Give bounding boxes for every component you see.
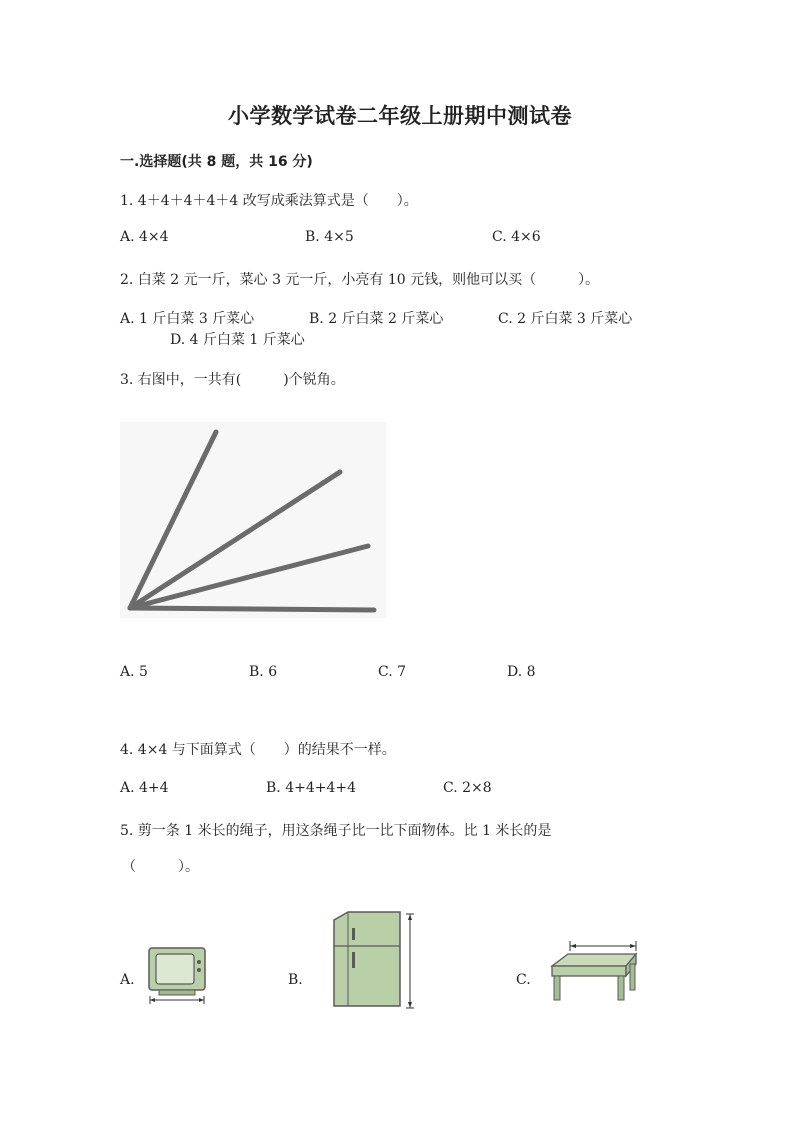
q2-option-c: C. 2 斤白菜 3 斤菜心	[498, 311, 633, 327]
question-5: 5. 剪一条 1 米长的绳子，用这条绳子比一比下面物体。比 1 米长的是	[120, 823, 552, 839]
q5-option-c: C.	[516, 972, 531, 988]
q1-option-b: B. 4×5	[305, 229, 354, 245]
page-title: 小学数学试卷二年级上册期中测试卷	[228, 104, 572, 128]
refrigerator-icon	[328, 908, 420, 1014]
q3-option-c: C. 7	[378, 664, 407, 680]
question-5-blank: （ ）。	[122, 859, 199, 875]
question-3: 3. 右图中，一共有( )个锐角。	[120, 372, 345, 388]
q3-option-b: B. 6	[249, 664, 278, 680]
q1-option-a: A. 4×4	[120, 229, 169, 245]
question-1: 1. 4＋4＋4＋4＋4 改写成乘法算式是（ ）。	[120, 193, 418, 209]
q2-option-b: B. 2 斤白菜 2 斤菜心	[309, 311, 444, 327]
question-2: 2. 白菜 2 元一斤，菜心 3 元一斤，小亮有 10 元钱，则他可以买（ ）。	[120, 272, 600, 288]
section-heading: 一.选择题(共 8 题，共 16 分)	[120, 154, 313, 170]
q4-option-b: B. 4+4+4+4	[266, 780, 357, 796]
q2-option-d: D. 4 斤白菜 1 斤菜心	[170, 332, 305, 348]
q5-option-a: A.	[120, 972, 135, 988]
table-icon	[548, 938, 640, 1004]
q3-option-d: D. 8	[507, 664, 536, 680]
q3-option-a: A. 5	[120, 664, 148, 680]
tv-icon	[145, 944, 209, 1006]
q1-option-c: C. 4×6	[492, 229, 541, 245]
q2-option-a: A. 1 斤白菜 3 斤菜心	[120, 311, 255, 327]
angle-figure	[118, 420, 388, 625]
q4-option-c: C. 2×8	[443, 780, 492, 796]
q4-option-a: A. 4+4	[120, 780, 169, 796]
q5-option-b: B.	[288, 972, 303, 988]
question-4: 4. 4×4 与下面算式（ ）的结果不一样。	[120, 742, 396, 758]
